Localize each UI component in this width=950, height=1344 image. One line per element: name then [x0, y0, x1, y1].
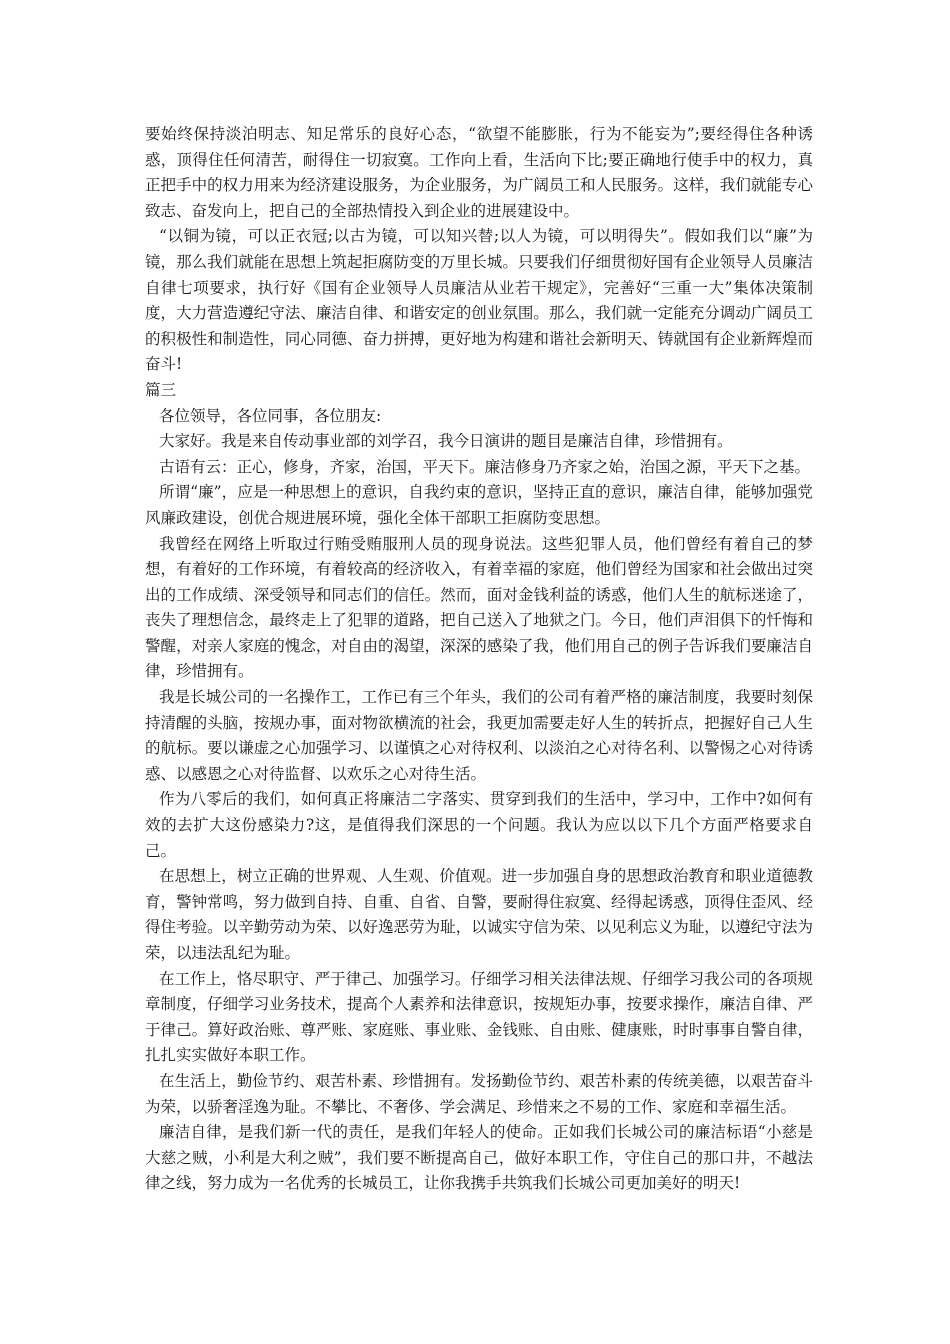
- paragraph-warning-story: 我曾经在网络上听取过行贿受贿服刑人员的现身说法。这些犯罪人员，他们曾经有着自己的梦想，有着好的工作环境，有着较高的经济收入，有着幸福的家庭，他们曾经为国家和社会做出过突出的工作成绩、深受领导和同志们的信任。然而，面对金钱利益的诱惑，他们人生的航标迷途了，丧失了理想信念，最终走上了犯罪的道路，把自己送入了地狱之门。今日，他们声泪俱下的忏悔和警醒，对亲人家庭的愧念，对自由的渴望，深深的感染了我，他们用自己的例子告诉我们要廉洁自律，珍惜拥有。: [145, 534, 813, 681]
- paragraph-thought: 在思想上，树立正确的世界观、人生观、价值观。进一步加强自身的思想政治教育和职业道德教育，警钟常鸣，努力做到自持、自重、自省、自警，要耐得住寂寞、经得起诱惑，顶得住歪风、经得住考验。以辛勤劳动为荣、以好逸恶劳为耻，以诚实守信为荣、以见利忘义为耻，以遵纪守法为荣，以违法乱纪为耻。: [145, 867, 813, 962]
- paragraph-personal: 我是长城公司的一名操作工，工作已有三个年头，我们的公司有着严格的廉洁制度，我要时刻保持清醒的头脑，按规办事，面对物欲横流的社会，我更加需要走好人生的转折点，把握好自己人生的航标。要以谦虚之心加强学习、以谨慎之心对待权利、以淡泊之心对待名利、以警惕之心对待诱惑、以感恩之心对待监督、以欢乐之心对待生活。: [145, 688, 813, 783]
- paragraph-conclusion: 廉洁自律，是我们新一代的责任，是我们年轻人的使命。正如我们长城公司的廉洁标语“小慈是大慈之贼，小利是大利之贼”，我们要不断提高自己，做好本职工作，守住自己的那口井，不越法律之线，努力成为一名优秀的长城员工，让你我携手共筑我们长城公司更加美好的明天!: [145, 1123, 813, 1193]
- paragraph-continuation: 要始终保持淡泊明志、知足常乐的良好心态，“欲望不能膨胀，行为不能妄为”;要经得住各种诱惑，顶得住任何清苦，耐得住一切寂寞。工作向上看，生活向下比;要正确地行使手中的权力，真正把手中的权力用来为经济建设服务，为企业服务，为广阔员工和人民服务。这样，我们就能专心致志、奋发向上，把自己的全部热情投入到企业的进展建设中。: [145, 125, 813, 220]
- paragraph-greeting: 各位领导，各位同事，各位朋友:: [159, 406, 382, 425]
- paragraph-work: 在工作上，恪尽职守、严于律己、加强学习。仔细学习相关法律法规、仔细学习我公司的各项规章制度，仔细学习业务技术，提高个人素养和法律意识，按规矩办事，按要求操作，廉洁自律、严于律己。算好政治账、尊严账、家庭账、事业账、金钱账、自由账、健康账，时时事事自警自律，扎扎实实做好本职工作。: [145, 969, 813, 1065]
- paragraph-life: 在生活上，勤俭节约、艰苦朴素、珍惜拥有。发扬勤俭节约、艰苦朴素的传统美德，以艰苦奋斗为荣，以骄奢淫逸为耻。不攀比、不奢侈、学会满足、珍惜来之不易的工作、家庭和幸福生活。: [145, 1071, 813, 1116]
- section-heading: 篇三: [145, 380, 177, 399]
- paragraph-mirror-quote: “以铜为镜，可以正衣冠;以古为镜，可以知兴替;以人为镜，可以明得失”。假如我们以“廉”为镜，那么我们就能在思想上筑起拒腐防变的万里长城。只要我们仔细贯彻好国有企业领导人员廉洁自律七项要求，执行好《国有企业领导人员廉洁从业若干规定》，完善好“三重一大”集体决策制度，大力营造遵纪守法、廉洁自律、和谐安定的创业氛围。那么，我们就一定能充分调动广阔员工的积极性和制造性，同心同德、奋力拼搏，更好地为构建和谐社会新明天、铸就国有企业新辉煌而奋斗!: [145, 227, 813, 374]
- paragraph-introduction: 大家好。我是来自传动事业部的刘学召，我今日演讲的题目是廉洁自律，珍惜拥有。: [159, 432, 733, 451]
- paragraph-ancient-saying: 古语有云：正心，修身，齐家，治国，平天下。廉洁修身乃齐家之始，治国之源，平天下之基。: [159, 457, 811, 476]
- paragraph-question: 作为八零后的我们，如何真正将廉洁二字落实、贯穿到我们的生活中，学习中，工作中?如何有效的去扩大这份感染力?这，是值得我们深思的一个问题。我认为应以以下几个方面严格要求自己。: [145, 790, 813, 860]
- paragraph-definition: 所谓“廉”，应是一种思想上的意识，自我约束的意识，坚持正直的意识，廉洁自律，能够加强党风廉政建设，创优合规进展环境，强化全体干部职工拒腐防变思想。: [145, 483, 813, 527]
- document-body: [145, 122, 813, 1197]
